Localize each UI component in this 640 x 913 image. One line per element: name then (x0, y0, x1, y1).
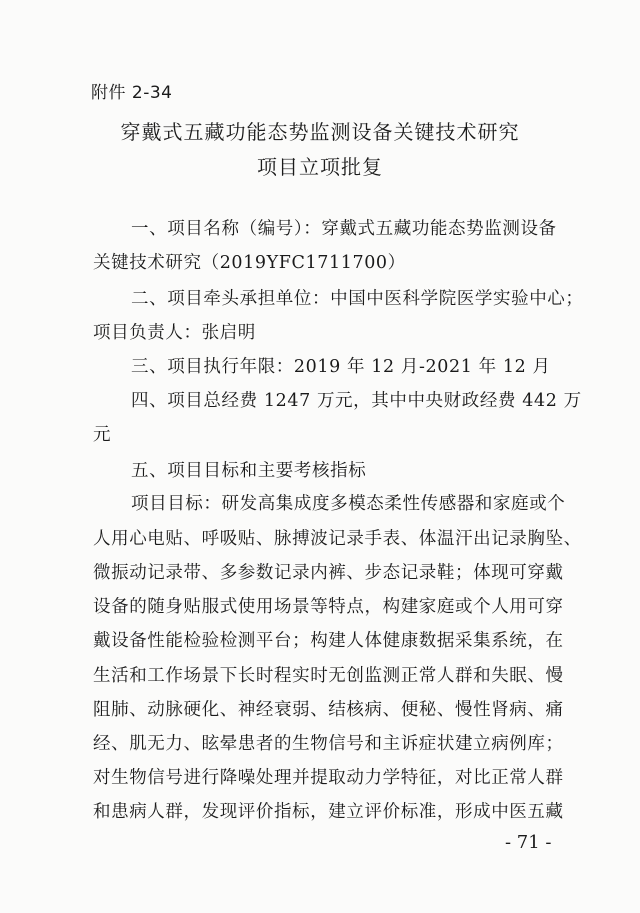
annex-label: 附件 2-34 (91, 83, 173, 103)
paragraph-line: 四、项目总经费 1247 万元，其中中央财政经费 442 万 (131, 391, 582, 411)
paragraph-line: 对生物信号进行降噪处理并提取动力学特征，对比正常人群 (93, 768, 564, 788)
paragraph-line: 阻肺、动脉硬化、神经衰弱、结核病、便秘、慢性肾病、痛 (93, 700, 564, 720)
paragraph-line: 关键技术研究（2019YFC1711700） (93, 253, 406, 273)
paragraph-line: 人用心电贴、呼吸贴、脉搏波记录手表、体温汗出记录胸坠、 (93, 529, 582, 549)
paragraph-line: 生活和工作场景下长时程实时无创监测正常人群和失眠、慢 (93, 666, 564, 686)
paragraph-line: 三、项目执行年限：2019 年 12 月-2021 年 12 月 (131, 357, 551, 377)
paragraph-line: 项目负责人：张启明 (93, 323, 256, 343)
paragraph-line: 元 (93, 425, 112, 445)
paragraph-line: 微振动记录带、多参数记录内裤、步态记录鞋；体现可穿戴 (93, 563, 564, 583)
document-subtitle: 项目立项批复 (257, 155, 383, 179)
document-title: 穿戴式五藏功能态势监测设备关键技术研究 (120, 120, 520, 144)
section-heading: 五、项目目标和主要考核指标 (131, 461, 367, 481)
page-number: - 71 - (505, 832, 552, 853)
paragraph-line: 项目目标：研发高集成度多模态柔性传感器和家庭或个 (131, 494, 566, 514)
paragraph-line: 戴设备性能检验检测平台；构建人体健康数据采集系统，在 (93, 631, 564, 651)
paragraph-line: 设备的随身贴服式使用场景等特点，构建家庭或个人用可穿 (93, 597, 564, 617)
paragraph-line: 一、项目名称（编号）：穿戴式五藏功能态势监测设备 (131, 219, 557, 239)
paragraph-line: 二、项目牵头承担单位：中国中医科学院医学实验中心； (131, 289, 584, 309)
paragraph-line: 经、肌无力、眩晕患者的生物信号和主诉症状建立病例库； (93, 734, 564, 754)
paragraph-line: 和患病人群，发现评价指标，建立评价标准，形成中医五藏 (93, 802, 564, 822)
